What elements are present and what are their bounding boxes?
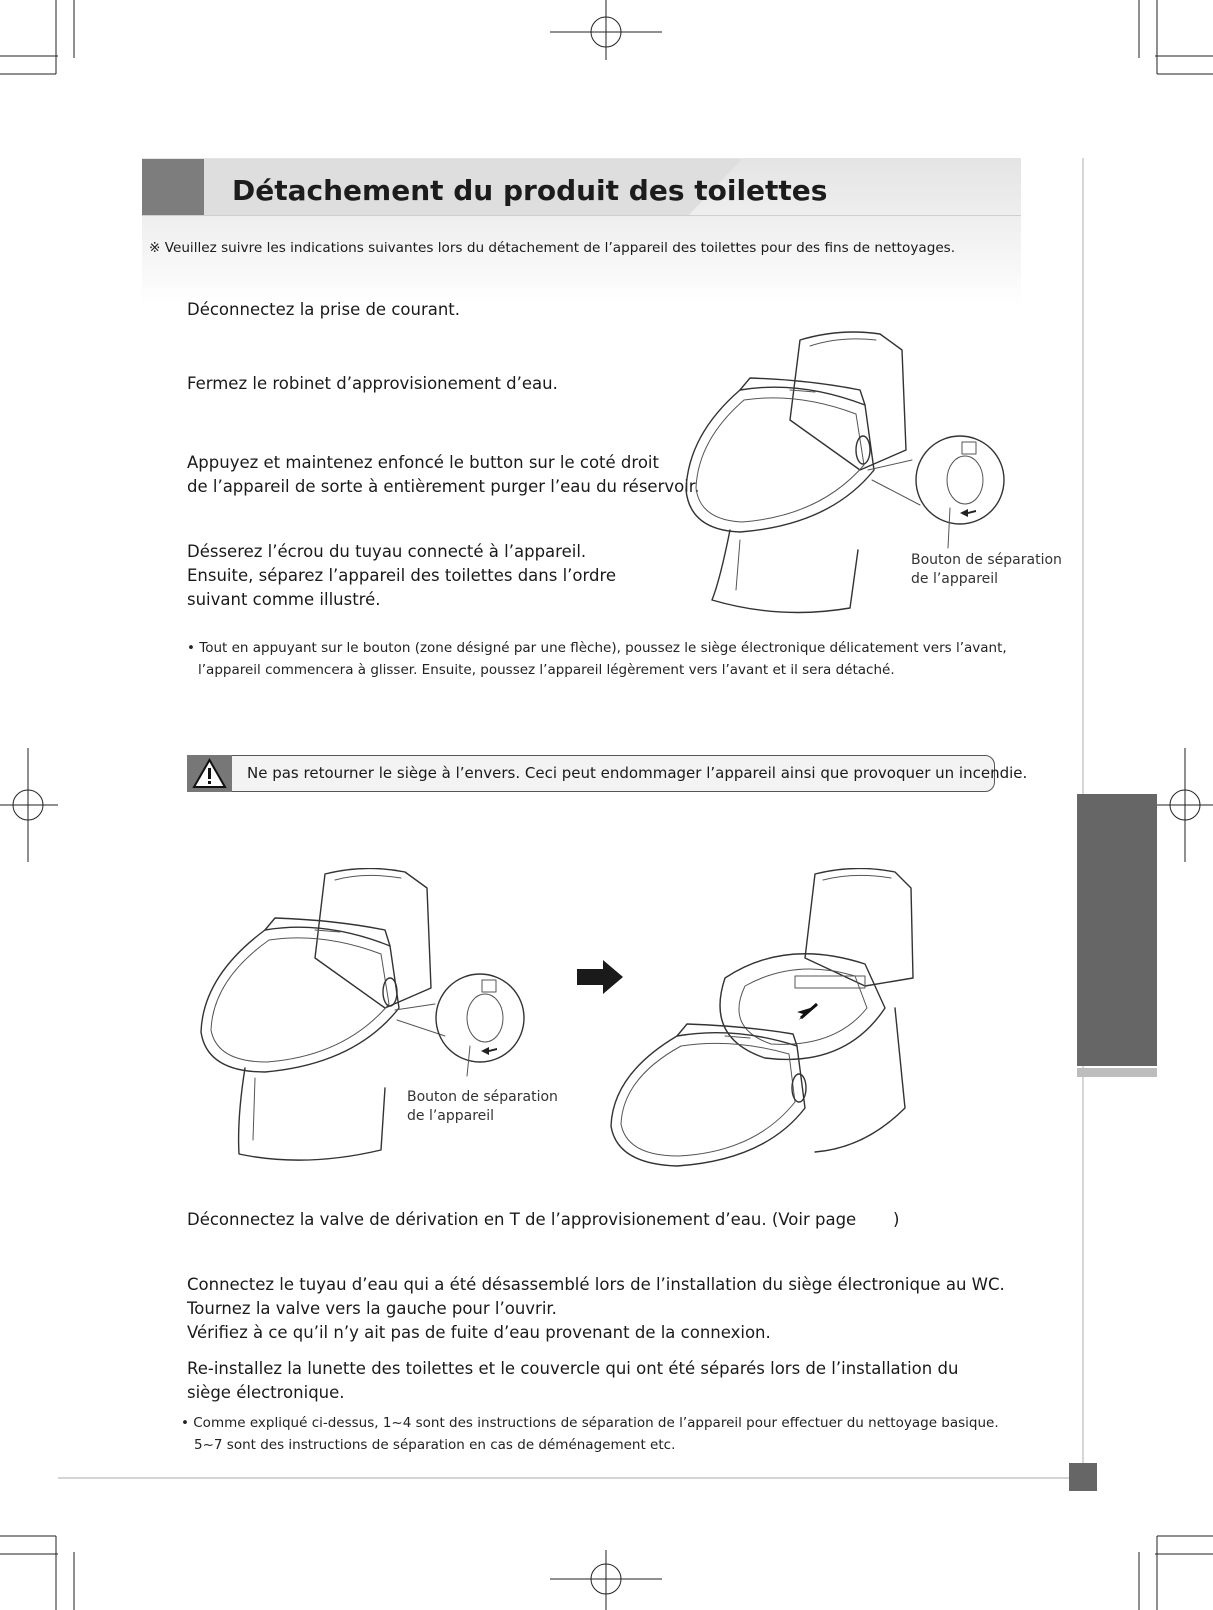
step-3-line-2: de l’appareil de sorte à entièrement purger l’eau du réservoir. (187, 477, 700, 496)
callout-bottom-line-2: de l’appareil (407, 1108, 495, 1124)
step-7-line-1: Re-installez la lunette des toilettes et le couvercle qui ont été séparés lors de l’installation du (187, 1359, 959, 1378)
note-1-line-1: • Tout en appuyant sur le bouton (zone désigné par une flèche), poussez le siège électronique délicatement vers l’avant, (187, 640, 1007, 656)
step-4-line-3: suivant comme illustré. (187, 590, 381, 609)
callout-top-line-1: Bouton de séparation (911, 552, 1062, 568)
step-4-line-2: Ensuite, séparez l’appareil des toilettes dans l’ordre (187, 566, 617, 585)
header-block (142, 159, 204, 216)
step-4-line-1: Désserez l’écrou du tuyau connecté à l’appareil. (187, 542, 587, 561)
step-3-line-1: Appuyez et maintenez enfoncé le button sur le coté droit (187, 453, 659, 472)
note-1-line-2: l’appareil commencera à glisser. Ensuite, poussez l’appareil légèrement vers l’avant et il sera détaché. (198, 662, 895, 678)
side-tab-underline (1077, 1068, 1157, 1077)
step-6-line-3: Vérifiez à ce qu’il n’y ait pas de fuite d’eau provenant de la connexion. (187, 1323, 771, 1342)
page-number-box (1069, 1463, 1097, 1491)
step-5-text: Déconnectez la valve de dérivation en T de l’approvisionement d’eau. (Voir page (187, 1210, 857, 1229)
warning-text: Ne pas retourner le siège à l’envers. Ceci peut endommager l’appareil ainsi que provoquer un incendie. (247, 764, 1028, 782)
step-1-text: Déconnectez la prise de courant. (187, 300, 461, 319)
warning-icon (187, 755, 232, 792)
note-2-line-1: • Comme expliqué ci-dessus, 1~4 sont des instructions de séparation de l’appareil pour effectuer du nettoyage basique. (181, 1415, 999, 1431)
callout-top-line-2: de l’appareil (911, 571, 999, 587)
step-7-line-2: siège électronique. (187, 1383, 345, 1402)
page-title: Détachement du produit des toilettes (232, 174, 828, 207)
intro-text: ※ Veuillez suivre les indications suivantes lors du détachement de l’appareil des toilettes pour des fins de nettoyages. (149, 240, 956, 256)
header-rule (142, 215, 1021, 216)
step-5-close: ) (893, 1210, 900, 1229)
side-tab (1077, 794, 1157, 1066)
callout-bottom-line-1: Bouton de séparation (407, 1089, 558, 1105)
warning-icon-box (187, 755, 232, 792)
note-2-line-2: 5~7 sont des instructions de séparation en cas de déménagement etc. (194, 1437, 676, 1453)
step-6-line-2: Tournez la valve vers la gauche pour l’ouvrir. (187, 1299, 557, 1318)
step-6-line-1: Connectez le tuyau d’eau qui a été désassemblé lors de l’installation du siège électronique au WC. (187, 1275, 1005, 1294)
toilet-illustration-after (605, 868, 935, 1168)
step-2-text: Fermez le robinet d’approvisionement d’eau. (187, 374, 558, 393)
